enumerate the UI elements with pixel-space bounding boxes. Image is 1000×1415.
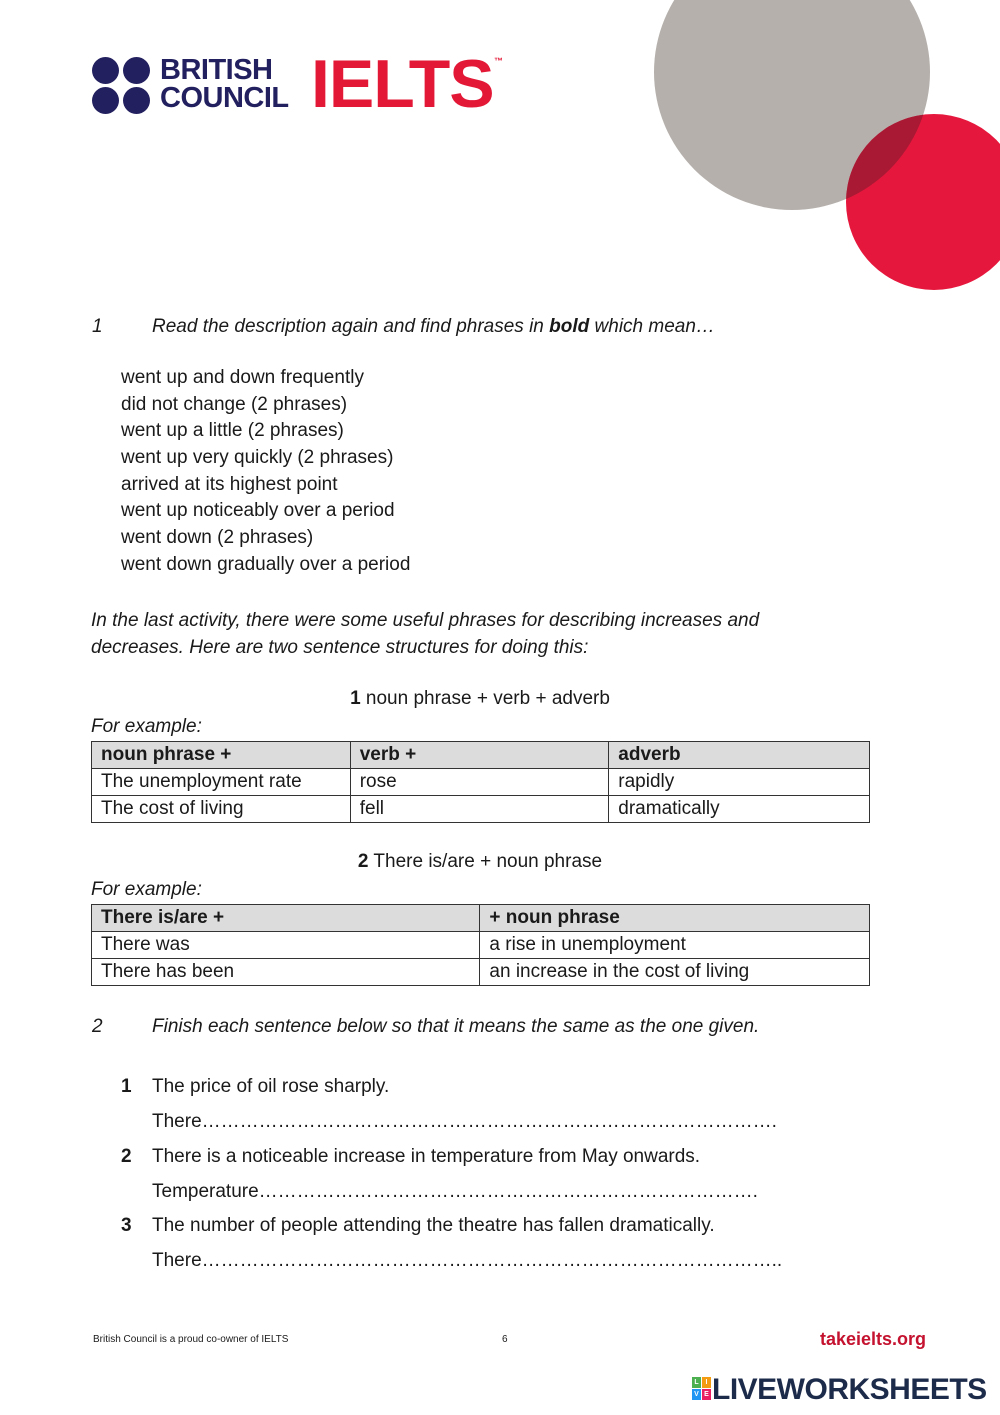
brand-line-2: COUNCIL bbox=[160, 82, 289, 114]
table-row bbox=[92, 769, 870, 796]
table-header-row bbox=[92, 905, 870, 932]
table-header-cell: verb + bbox=[350, 742, 609, 769]
list-item: went up very quickly (2 phrases) bbox=[121, 447, 394, 469]
table-cell: fell bbox=[350, 796, 609, 823]
table-cell: a rise in unemployment bbox=[480, 932, 870, 959]
table-cell: an increase in the cost of living bbox=[480, 959, 870, 986]
footer-page-number: 6 bbox=[502, 1334, 508, 1345]
liveworksheets-logo-icon: L I V E bbox=[692, 1377, 712, 1401]
q2-number: 2 bbox=[92, 1016, 103, 1037]
ielts-logo: IELTS bbox=[311, 46, 494, 122]
list-item: went up and down frequently bbox=[121, 367, 364, 388]
list-item: went down gradually over a period bbox=[121, 553, 411, 575]
exercise-sentence: There is a noticeable increase in temperature from May onwards. bbox=[152, 1146, 701, 1167]
list-item: went up a little (2 phrases) bbox=[121, 420, 344, 442]
brand-line-1: BRITISH bbox=[160, 54, 273, 86]
table-header-cell: adverb bbox=[609, 742, 870, 769]
intro-line-1: In the last activity, there were some useful phrases for describing increases and bbox=[91, 610, 760, 631]
exercise-answer-line[interactable]: There……………………………………………………………………………….. bbox=[152, 1250, 783, 1271]
table-cell: There has been bbox=[92, 959, 480, 986]
exercise-answer-line[interactable]: Temperature……………………………………………………………………. bbox=[152, 1181, 758, 1202]
list-item: went down (2 phrases) bbox=[121, 527, 314, 549]
table-row bbox=[92, 796, 870, 823]
exercise-sentence: The number of people attending the theatre has fallen dramatically. bbox=[152, 1215, 715, 1236]
table-cell: The cost of living bbox=[92, 796, 351, 823]
q1-bold-word: bold bbox=[549, 316, 590, 337]
table-cell: There was bbox=[92, 932, 480, 959]
intro-line-2: decreases. Here are two sentence structures for doing this: bbox=[91, 637, 589, 658]
list-item: arrived at its highest point bbox=[121, 473, 338, 495]
table-cell: The unemployment rate bbox=[92, 769, 351, 796]
footer-ownership-note: British Council is a proud co-owner of IELTS bbox=[93, 1334, 289, 1345]
decorative-red-circle bbox=[846, 114, 1000, 290]
footer-website-link[interactable]: takeielts.org bbox=[820, 1329, 927, 1349]
table-header-cell: There is/are + bbox=[92, 905, 480, 932]
structure1-table bbox=[91, 741, 870, 823]
q1-number: 1 bbox=[92, 316, 103, 337]
table-row bbox=[92, 959, 870, 986]
exercise-sentence: The price of oil rose sharply. bbox=[152, 1076, 390, 1097]
structure2-title: 2 There is/are + noun phrase bbox=[357, 851, 603, 872]
table-cell: dramatically bbox=[609, 796, 870, 823]
exercise-number: 1 bbox=[121, 1076, 132, 1097]
structure2-for-example: For example: bbox=[91, 879, 202, 900]
structure1-for-example: For example: bbox=[91, 716, 202, 737]
trademark-symbol: ™ bbox=[494, 56, 503, 66]
q1-instruction: Read the description again and find phrases in bold which mean… bbox=[152, 316, 715, 337]
british-council-logo-text bbox=[160, 56, 289, 112]
exercise-number: 2 bbox=[121, 1146, 132, 1167]
table-header-row bbox=[92, 742, 870, 769]
table-header-cell: noun phrase + bbox=[92, 742, 351, 769]
structure1-title: 1 noun phrase + verb + adverb bbox=[350, 688, 610, 709]
table-row bbox=[92, 932, 870, 959]
exercise-number: 3 bbox=[121, 1215, 132, 1236]
exercise-answer-line[interactable]: There………………………………………………………………………………. bbox=[152, 1111, 777, 1132]
intro-paragraph bbox=[91, 607, 851, 661]
table-cell: rapidly bbox=[609, 769, 870, 796]
list-item: did not change (2 phrases) bbox=[121, 393, 348, 415]
table-header-cell: + noun phrase bbox=[480, 905, 870, 932]
british-council-logo-icon bbox=[92, 57, 152, 115]
q2-instruction: Finish each sentence below so that it means the same as the one given. bbox=[152, 1016, 760, 1037]
list-item: went up noticeably over a period bbox=[121, 500, 395, 522]
q1-meaning-list bbox=[121, 367, 410, 581]
table-cell: rose bbox=[350, 769, 609, 796]
liveworksheets-text: LIVEWORKSHEETS bbox=[712, 1373, 987, 1406]
structure2-table bbox=[91, 904, 870, 986]
